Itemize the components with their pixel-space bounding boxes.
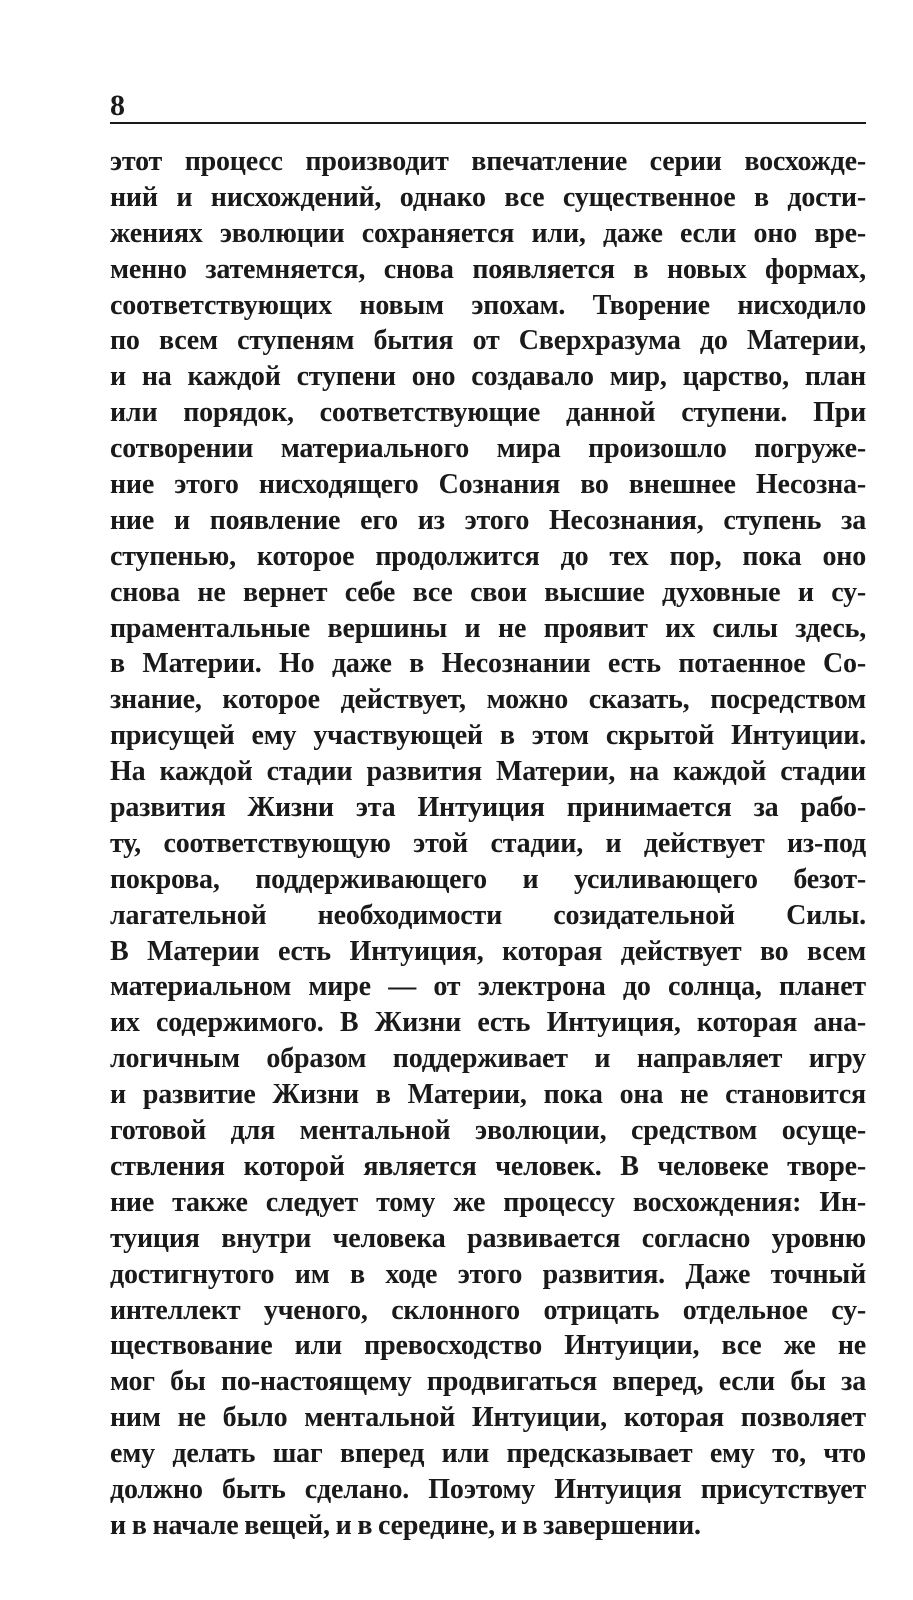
text-line: ту, соответствующую этой стадии, и действует из-под [110, 827, 866, 859]
text-line: В Материи есть Интуиция, которая действует во всем [110, 935, 866, 967]
text-line: сотворении материального мира произошло погруже- [110, 433, 866, 465]
text-line: этот процесс производит впечатление серии восхожде- [110, 146, 866, 177]
text-line: покрова, поддерживающего и усиливающего безот- [110, 863, 866, 895]
header-rule [110, 122, 866, 124]
text-line: знание, которое действует, можно сказать, посредством [110, 684, 866, 716]
text-line: жениях эволюции сохраняется или, даже если оно вре- [110, 217, 866, 249]
text-line: праментальные вершины и не проявит их силы здесь, [110, 612, 866, 644]
text-line: ний и нисхождений, однако все существенное в дости- [110, 181, 866, 213]
text-line: туиция внутри человека развивается согласно уровню [110, 1222, 866, 1254]
text-line: менно затемняется, снова появляется в новых формах, [110, 253, 866, 285]
text-line: ему делать шаг вперед или предсказывает ему то, что [110, 1438, 866, 1470]
text-line: логичным образом поддерживает и направляет игру [110, 1043, 866, 1075]
text-line: и развитие Жизни в Материи, пока она не становится [110, 1079, 866, 1111]
text-line: мог бы по-настоящему продвигаться вперед, если бы за [110, 1366, 866, 1398]
page-number: 8 [110, 89, 125, 122]
text-line: и на каждой ступени оно создавало мир, царство, план [110, 361, 866, 393]
text-line: в Материи. Но даже в Несознании есть потаенное Со- [110, 648, 866, 680]
text-line: достигнутого им в ходе этого развития. Даже точный [110, 1258, 866, 1290]
text-line: соответствующих новым эпохам. Творение нисходило [110, 289, 866, 321]
text-line: присущей ему участвующей в этом скрытой Интуиции. [110, 720, 866, 752]
text-line: ствления которой является человек. В человеке творе- [110, 1150, 866, 1182]
text-line: их содержимого. В Жизни есть Интуиция, которая ана- [110, 1007, 866, 1039]
text-line: ние этого нисходящего Сознания во внешнее Несозна- [110, 469, 866, 501]
text-line: ние и появление его из этого Несознания, ступень за [110, 504, 866, 536]
text-line: ществование или превосходство Интуиции, все же не [110, 1330, 866, 1362]
text-line: интеллект ученого, склонного отрицать отдельное су- [110, 1294, 866, 1326]
text-line-last: и в начале вещей, и в середине, и в завершении. [110, 1509, 701, 1541]
body-text [110, 144, 866, 1544]
text-line: ним не было ментальной Интуиции, которая позволяет [110, 1402, 866, 1434]
text-line: материальном мире — от электрона до солнца, планет [110, 971, 866, 1003]
text-line: снова не вернет себе все свои высшие духовные и су- [110, 576, 866, 608]
text-line: готовой для ментальной эволюции, средством осуще- [110, 1115, 866, 1147]
text-line: На каждой стадии развития Материи, на каждой стадии [110, 756, 866, 788]
text-line: ступенью, которое продолжится до тех пор, пока оно [110, 540, 866, 572]
text-line: по всем ступеням бытия от Сверхразума до Материи, [110, 325, 866, 357]
text-line: или порядок, соответствующие данной ступени. При [110, 397, 866, 429]
text-line: развития Жизни эта Интуиция принимается за рабо- [110, 792, 866, 824]
text-line: лагательной необходимости созидательной Силы. [110, 899, 866, 931]
text-line: ние также следует тому же процессу восхождения: Ин- [110, 1186, 866, 1218]
text-line: должно быть сделано. Поэтому Интуиция присутствует [110, 1473, 866, 1505]
